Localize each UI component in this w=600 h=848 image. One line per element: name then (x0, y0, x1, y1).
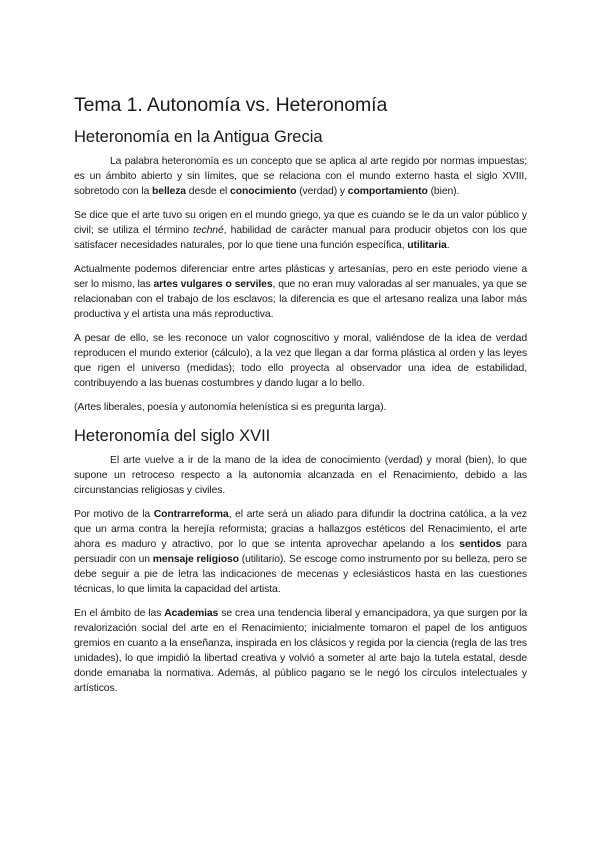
paragraph: La palabra heteronomía es un concepto que se aplica al arte regido por normas impuestas; es un ámbito abierto y sin límites, que se relaciona con el mundo externo hasta el siglo XVIII, sobretodo con la belleza desde el conocimiento (verdad) y comportamiento (bien). (74, 156, 527, 197)
document-content (74, 92, 527, 696)
section-heading-xvii: Heteronomía del siglo XVII (74, 427, 271, 445)
paragraph: Por motivo de la Contrarreforma, el arte será un aliado para difundir la doctrina católica, a la vez que un arma contra la herejía reformista; gracias a hallazgos estéticos del Renacimiento, el arte ahora es maduro y atractivo, por lo que se intenta aprovechar apelando a los sentidos para persuadir con un mensaje religioso (utilitario). Se escoge como instrumento por su belleza, pero se debe seguir a pie de letra las indicaciones de mecenas y eclesiásticos hasta en las cuestiones técnicas, lo que limita la capacidad del artista. (74, 509, 528, 595)
paragraph: Se dice que el arte tuvo su origen en el mundo griego, ya que es cuando se le da un valor público y civil; se utiliza el término techné, habilidad de carácter manual para producir objetos con los que satisfacer necesidades naturales, por lo que tiene una función específica, utilitaria. (74, 210, 527, 251)
paragraph: Actualmente podemos diferenciar entre artes plásticas y artesanías, pero en este periodo viene a ser lo mismo, las artes vulgares o serviles, que no eran muy valoradas al ser manuales, ya que se relacionaban con el trabajo de los esclavos; la diferencia es que el artesano realiza una labor más productiva y el artista una más reproductiva. (74, 264, 527, 320)
document-title: Tema 1. Autonomía vs. Heteronomía (74, 94, 388, 116)
paragraph: El arte vuelve a ir de la mano de la idea de conocimiento (verdad) y moral (bien), lo que supone un retroceso respecto a la autonomía alcanzada en el Renacimiento, debido a las circunstancias religiosas y civiles. (74, 455, 527, 496)
paragraph: (Artes liberales, poesía y autonomía helenística si es pregunta larga). (74, 402, 387, 413)
section-heading-greece: Heteronomía en la Antigua Grecia (74, 128, 323, 146)
paragraph: En el ámbito de las Academias se crea una tendencia liberal y emancipadora, ya que surgen por la revalorización social del arte en el Renacimiento; inicialmente tomaron el papel de los antiguos gremios en cuanto a la enseñanza, inspirada en los clásicos y regida por la ciencia (regla de las tres unidades), lo que impidió la libertad creativa y volvió a someter al arte bajo la tutela estatal, desde donde emanaba la normativa. Además, al público pagano se le negó los círculos intelectuales y artísticos. (74, 608, 528, 694)
paragraph: A pesar de ello, se les reconoce un valor cognoscitivo y moral, valiéndose de la idea de verdad reproducen el mundo exterior (cálculo), a la vez que llegan a dar forma plástica al orden y las leyes que rigen el universo (medidas); todo ello proyecta al observador una idea de estabilidad, contribuyendo a las buenas costumbres y dando lugar a lo bello. (74, 333, 527, 389)
